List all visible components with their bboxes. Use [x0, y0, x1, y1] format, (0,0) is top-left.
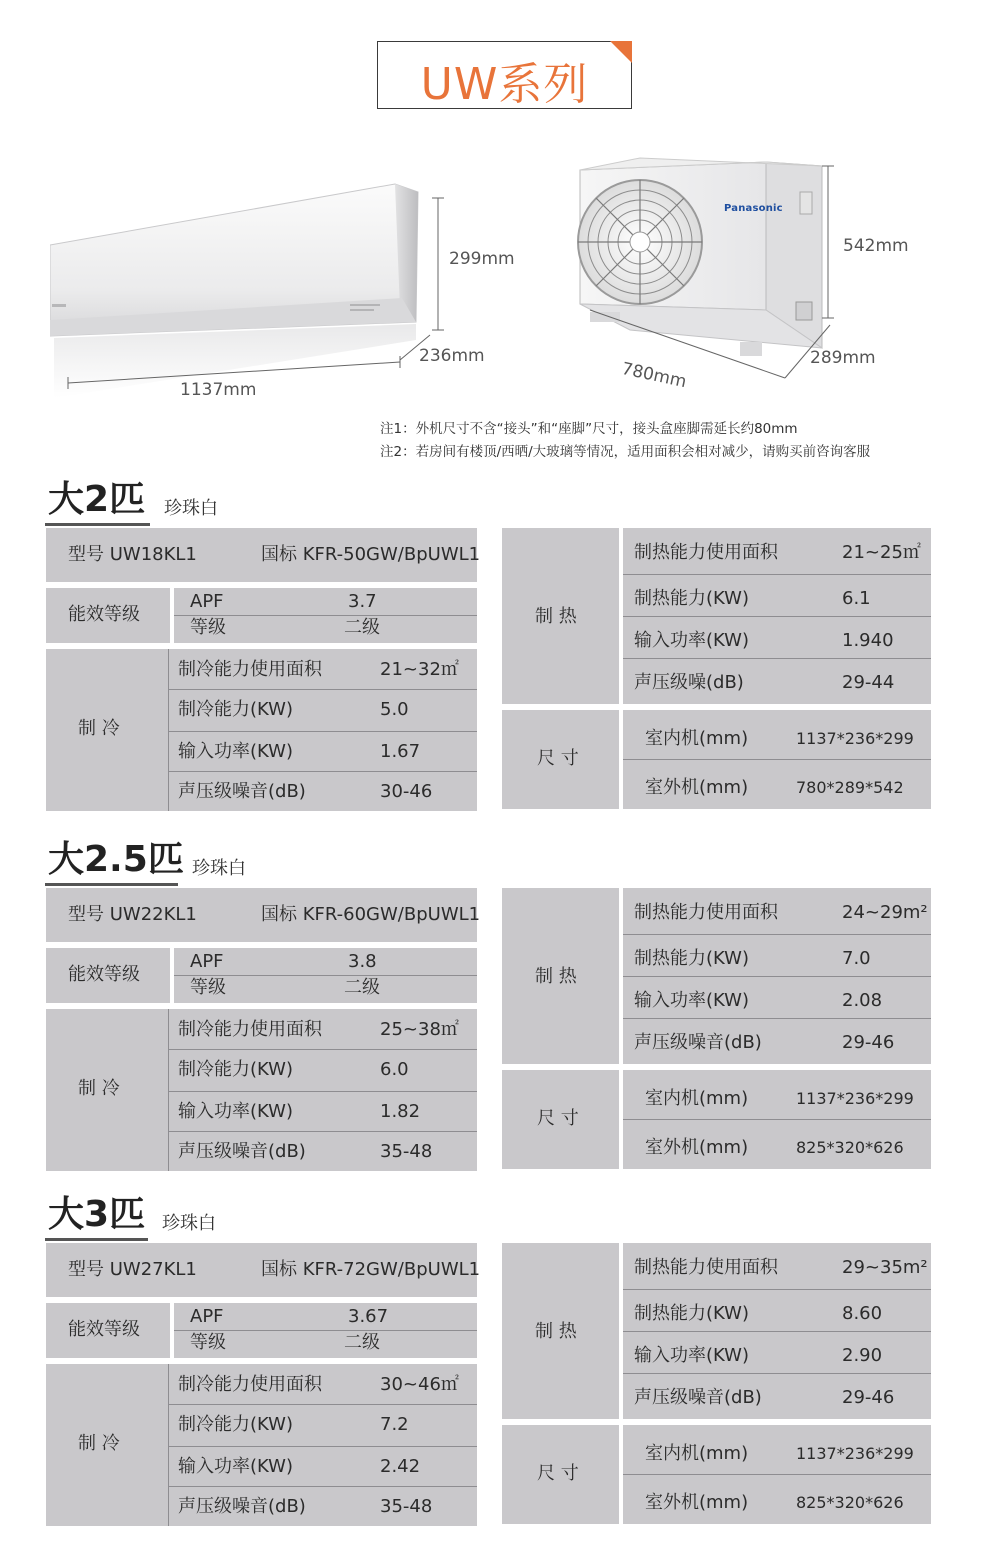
size-label: 尺 寸 — [537, 748, 579, 769]
cooling-row-divider — [168, 1049, 477, 1050]
cooling-spec-value: 7.2 — [380, 1414, 409, 1435]
efficiency-divider — [174, 975, 477, 976]
cooling-vdivider — [168, 649, 169, 811]
cooling-spec-label: 输入功率(KW) — [178, 741, 294, 762]
cooling-spec-label: 输入功率(KW) — [178, 1456, 294, 1477]
size-label: 尺 寸 — [537, 1463, 579, 1484]
heating-spec-value: 6.1 — [842, 588, 871, 609]
cooling-spec-value: 30-46 — [380, 781, 433, 802]
cooling-label: 制 冷 — [78, 1078, 120, 1099]
cooling-spec-value: 1.82 — [380, 1101, 421, 1122]
cooling-spec-label: 制冷能力(KW) — [178, 1414, 294, 1435]
cooling-spec-label: 声压级噪音(dB) — [178, 1141, 306, 1162]
heating-row-divider — [623, 934, 931, 935]
heating-spec-label: 制热能力使用面积 — [634, 542, 778, 563]
model-capacity-title: 大3匹 — [48, 1194, 146, 1235]
cooling-row-divider — [168, 1404, 477, 1405]
grade-label: 等级 — [190, 977, 226, 998]
model-number: 型号 UW22KL1 — [68, 904, 197, 925]
heating-spec-label: 输入功率(KW) — [634, 990, 750, 1011]
model-capacity-title: 大2匹 — [48, 479, 146, 520]
cooling-spec-label: 制冷能力(KW) — [178, 699, 294, 720]
heating-spec-value: 2.90 — [842, 1345, 883, 1366]
size-spec-label: 室内机(mm) — [645, 1443, 749, 1464]
heating-spec-label: 输入功率(KW) — [634, 1345, 750, 1366]
indoor-height-label: 299mm — [449, 249, 515, 269]
heating-row-divider — [623, 1373, 931, 1374]
size-spec-value: 1137*236*299 — [796, 1444, 914, 1463]
cooling-spec-value: 25~38㎡ — [380, 1019, 459, 1040]
heating-spec-label: 制热能力使用面积 — [634, 1257, 778, 1278]
cooling-spec-value: 6.0 — [380, 1059, 409, 1080]
heating-spec-label: 制热能力(KW) — [634, 948, 750, 969]
heating-spec-value: 29-46 — [842, 1387, 895, 1408]
apf-value: 3.67 — [348, 1306, 389, 1327]
heating-spec-value: 7.0 — [842, 948, 871, 969]
heating-spec-value: 29~35m² — [842, 1257, 928, 1278]
heating-row-divider — [623, 1331, 931, 1332]
cooling-row-divider — [168, 1091, 477, 1092]
series-title-box — [377, 41, 632, 109]
model-color: 珍珠白 — [192, 858, 246, 879]
cooling-spec-label: 制冷能力使用面积 — [178, 1019, 322, 1040]
cooling-spec-value: 30~46㎡ — [380, 1374, 459, 1395]
efficiency-label: 能效等级 — [68, 1319, 140, 1340]
heading-underline — [45, 1238, 148, 1241]
model-number: 型号 UW27KL1 — [68, 1259, 197, 1280]
series-title: UW系列 — [420, 59, 589, 110]
national-standard: 国标 KFR-60GW/BpUWL1 — [261, 904, 481, 925]
efficiency-divider — [174, 1330, 477, 1331]
cooling-row-divider — [168, 1486, 477, 1487]
model-color: 珍珠白 — [164, 498, 218, 519]
cooling-spec-label: 制冷能力使用面积 — [178, 1374, 322, 1395]
heating-row-divider — [623, 616, 931, 617]
national-standard: 国标 KFR-72GW/BpUWL1 — [261, 1259, 481, 1280]
cooling-spec-value: 21~32㎡ — [380, 659, 459, 680]
model-color: 珍珠白 — [162, 1213, 216, 1234]
outdoor-dimension-lines — [580, 160, 840, 380]
size-spec-label: 室内机(mm) — [645, 728, 749, 749]
size-spec-value: 780*289*542 — [796, 778, 904, 797]
corner-accent — [610, 41, 632, 63]
heating-spec-value: 29-44 — [842, 672, 895, 693]
size-spec-label: 室外机(mm) — [645, 1137, 749, 1158]
efficiency-divider — [174, 615, 477, 616]
heating-spec-value: 2.08 — [842, 990, 883, 1011]
cooling-label: 制 冷 — [78, 1433, 120, 1454]
apf-value: 3.8 — [348, 951, 377, 972]
size-spec-value: 1137*236*299 — [796, 729, 914, 748]
cooling-label: 制 冷 — [78, 718, 120, 739]
grade-label: 等级 — [190, 617, 226, 638]
heating-label: 制 热 — [535, 1321, 577, 1342]
heating-label: 制 热 — [535, 966, 577, 987]
heating-spec-label: 声压级噪音(dB) — [634, 1032, 762, 1053]
outdoor-height-label: 542mm — [843, 236, 909, 256]
grade-label: 等级 — [190, 1332, 226, 1353]
model-heading — [45, 478, 265, 526]
cooling-row-divider — [168, 1446, 477, 1447]
cooling-spec-value: 35-48 — [380, 1141, 433, 1162]
cooling-spec-label: 制冷能力使用面积 — [178, 659, 322, 680]
cooling-row-divider — [168, 771, 477, 772]
heating-row-divider — [623, 1289, 931, 1290]
cooling-row-divider — [168, 689, 477, 690]
heating-row-divider — [623, 658, 931, 659]
cooling-spec-label: 制冷能力(KW) — [178, 1059, 294, 1080]
model-number: 型号 UW18KL1 — [68, 544, 197, 565]
cooling-vdivider — [168, 1364, 169, 1526]
apf-label: APF — [190, 1306, 224, 1327]
grade-value: 二级 — [344, 977, 380, 998]
size-spec-label: 室外机(mm) — [645, 1492, 749, 1513]
heating-spec-label: 输入功率(KW) — [634, 630, 750, 651]
apf-value: 3.7 — [348, 591, 377, 612]
size-spec-value: 825*320*626 — [796, 1138, 904, 1157]
apf-label: APF — [190, 591, 224, 612]
indoor-depth-label: 236mm — [419, 346, 485, 366]
size-label: 尺 寸 — [537, 1108, 579, 1129]
outdoor-width-label: 780mm — [619, 359, 689, 393]
grade-value: 二级 — [344, 1332, 380, 1353]
grade-value: 二级 — [344, 617, 380, 638]
size-spec-label: 室内机(mm) — [645, 1088, 749, 1109]
cooling-vdivider — [168, 1009, 169, 1171]
heading-underline — [45, 883, 178, 886]
size-spec-value: 1137*236*299 — [796, 1089, 914, 1108]
heating-row-divider — [623, 976, 931, 977]
size-row-divider — [623, 759, 931, 760]
heating-spec-value: 21~25㎡ — [842, 542, 921, 563]
heating-row-divider — [623, 1018, 931, 1019]
heating-spec-label: 制热能力(KW) — [634, 1303, 750, 1324]
size-row-divider — [623, 1119, 931, 1120]
heating-row-divider — [623, 574, 931, 575]
heating-spec-value: 8.60 — [842, 1303, 883, 1324]
heating-spec-label: 制热能力使用面积 — [634, 902, 778, 923]
apf-label: APF — [190, 951, 224, 972]
size-row-divider — [623, 1474, 931, 1475]
heating-spec-value: 24~29m² — [842, 902, 928, 923]
cooling-row-divider — [168, 1131, 477, 1132]
note-2: 注2：若房间有楼顶/西晒/大玻璃等情况，适用面积会相对减少，请购买前咨询客服 — [380, 444, 871, 460]
heading-underline — [45, 523, 150, 526]
cooling-spec-label: 输入功率(KW) — [178, 1101, 294, 1122]
model-capacity-title: 大2.5匹 — [48, 839, 184, 880]
heating-spec-value: 29-46 — [842, 1032, 895, 1053]
heating-spec-label: 制热能力(KW) — [634, 588, 750, 609]
panasonic-logo: Panasonic — [724, 203, 783, 214]
heating-spec-label: 声压级噪(dB) — [634, 672, 744, 693]
size-spec-value: 825*320*626 — [796, 1493, 904, 1512]
efficiency-label: 能效等级 — [68, 604, 140, 625]
cooling-spec-value: 2.42 — [380, 1456, 421, 1477]
cooling-row-divider — [168, 731, 477, 732]
national-standard: 国标 KFR-50GW/BpUWL1 — [261, 544, 481, 565]
cooling-spec-value: 1.67 — [380, 741, 421, 762]
cooling-spec-label: 声压级噪音(dB) — [178, 1496, 306, 1517]
heating-label: 制 热 — [535, 606, 577, 627]
heating-spec-label: 声压级噪音(dB) — [634, 1387, 762, 1408]
model-heading — [45, 838, 265, 886]
efficiency-label: 能效等级 — [68, 964, 140, 985]
note-1: 注1：外机尺寸不含“接头”和“座脚”尺寸，接头盒座脚需延长约80mm — [380, 421, 798, 437]
model-heading — [45, 1193, 265, 1241]
cooling-spec-label: 声压级噪音(dB) — [178, 781, 306, 802]
cooling-spec-value: 5.0 — [380, 699, 409, 720]
cooling-spec-value: 35-48 — [380, 1496, 433, 1517]
heating-spec-value: 1.940 — [842, 630, 894, 651]
indoor-width-label: 1137mm — [180, 380, 257, 400]
outdoor-depth-label: 289mm — [810, 348, 876, 368]
size-spec-label: 室外机(mm) — [645, 777, 749, 798]
indoor-dimension-lines — [60, 195, 480, 395]
